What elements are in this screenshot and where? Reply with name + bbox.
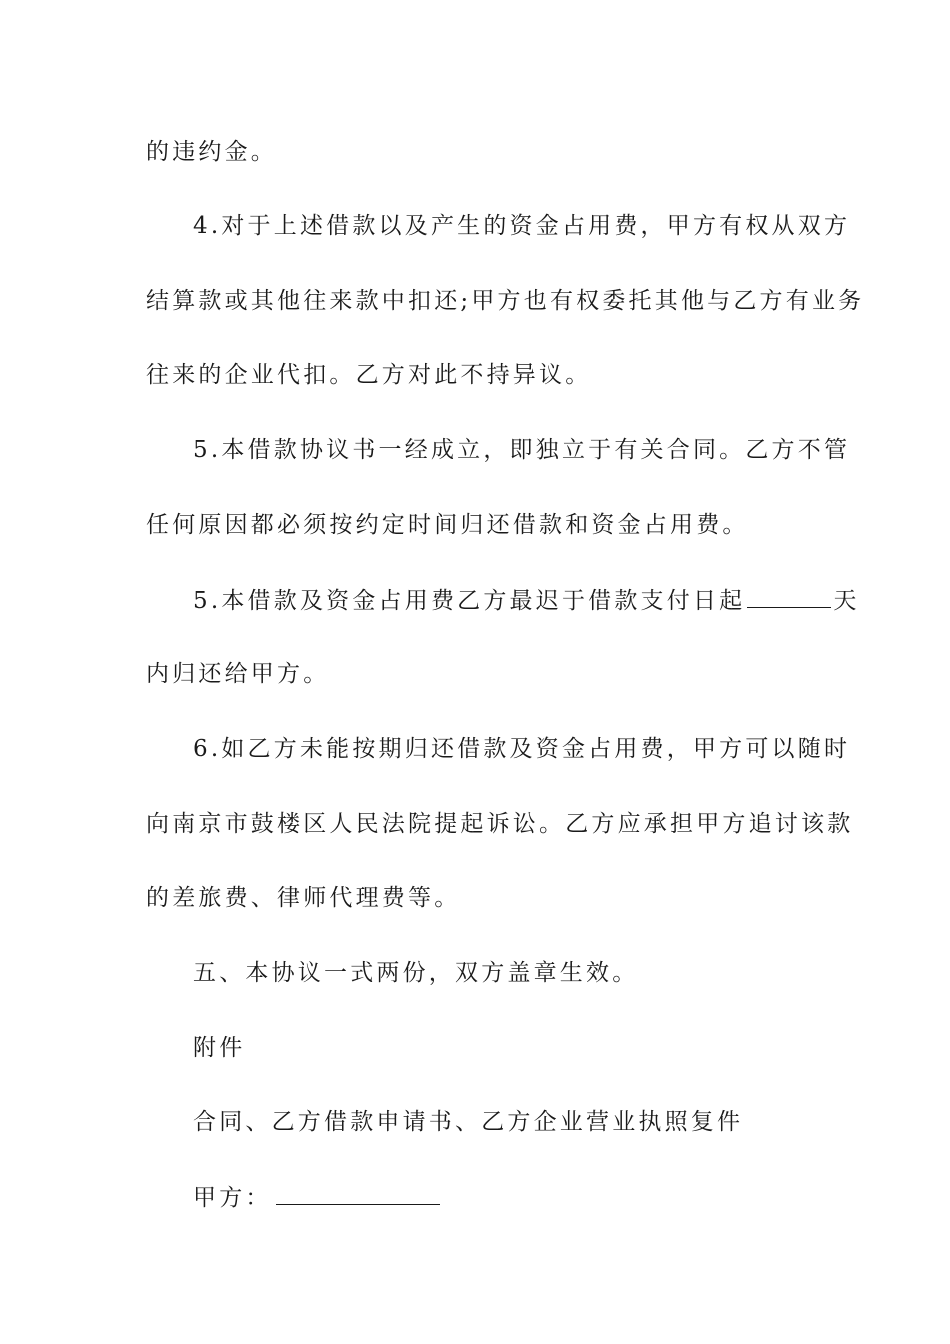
clause-6-line-2: 向南京市鼓楼区人民法院提起诉讼。乙方应承担甲方追讨该款 [146, 811, 854, 837]
attachment-heading: 附件 [193, 1035, 246, 1061]
clause-5-line-2: 任何原因都必须按约定时间归还借款和资金占用费。 [146, 512, 749, 538]
days-blank-field[interactable] [747, 585, 831, 608]
clause-6-line-1: 6.如乙方未能按期归还借款及资金占用费，甲方可以随时 [193, 736, 851, 762]
clause-6-line-3: 的差旅费、律师代理费等。 [146, 885, 461, 911]
text-line: 的违约金。 [146, 139, 277, 165]
days-unit: 天 [833, 588, 860, 614]
party-a-signature-line [193, 1182, 806, 1213]
clause-5b-line-2: 内归还给甲方。 [146, 661, 330, 687]
party-a-blank-field[interactable] [276, 1182, 440, 1205]
clause-4-line-3: 往来的企业代扣。乙方对此不持异议。 [146, 362, 592, 388]
clause-4-line-1: 4.对于上述借款以及产生的资金占用费，甲方有权从双方 [193, 213, 851, 239]
clause-5b-line-1 [193, 585, 860, 616]
clause-4-line-2: 结算款或其他往来款中扣还;甲方也有权委托其他与乙方有业务 [146, 288, 865, 314]
clause-5b-text: 5.本借款及资金占用费乙方最迟于借款支付日起 [193, 588, 746, 614]
clause-5-line-1: 5.本借款协议书一经成立，即独立于有关合同。乙方不管 [193, 437, 851, 463]
section-5-line: 五、本协议一式两份，双方盖章生效。 [193, 960, 639, 986]
party-a-label: 甲方： [193, 1185, 272, 1211]
attachment-list: 合同、乙方借款申请书、乙方企业营业执照复件 [193, 1109, 744, 1135]
